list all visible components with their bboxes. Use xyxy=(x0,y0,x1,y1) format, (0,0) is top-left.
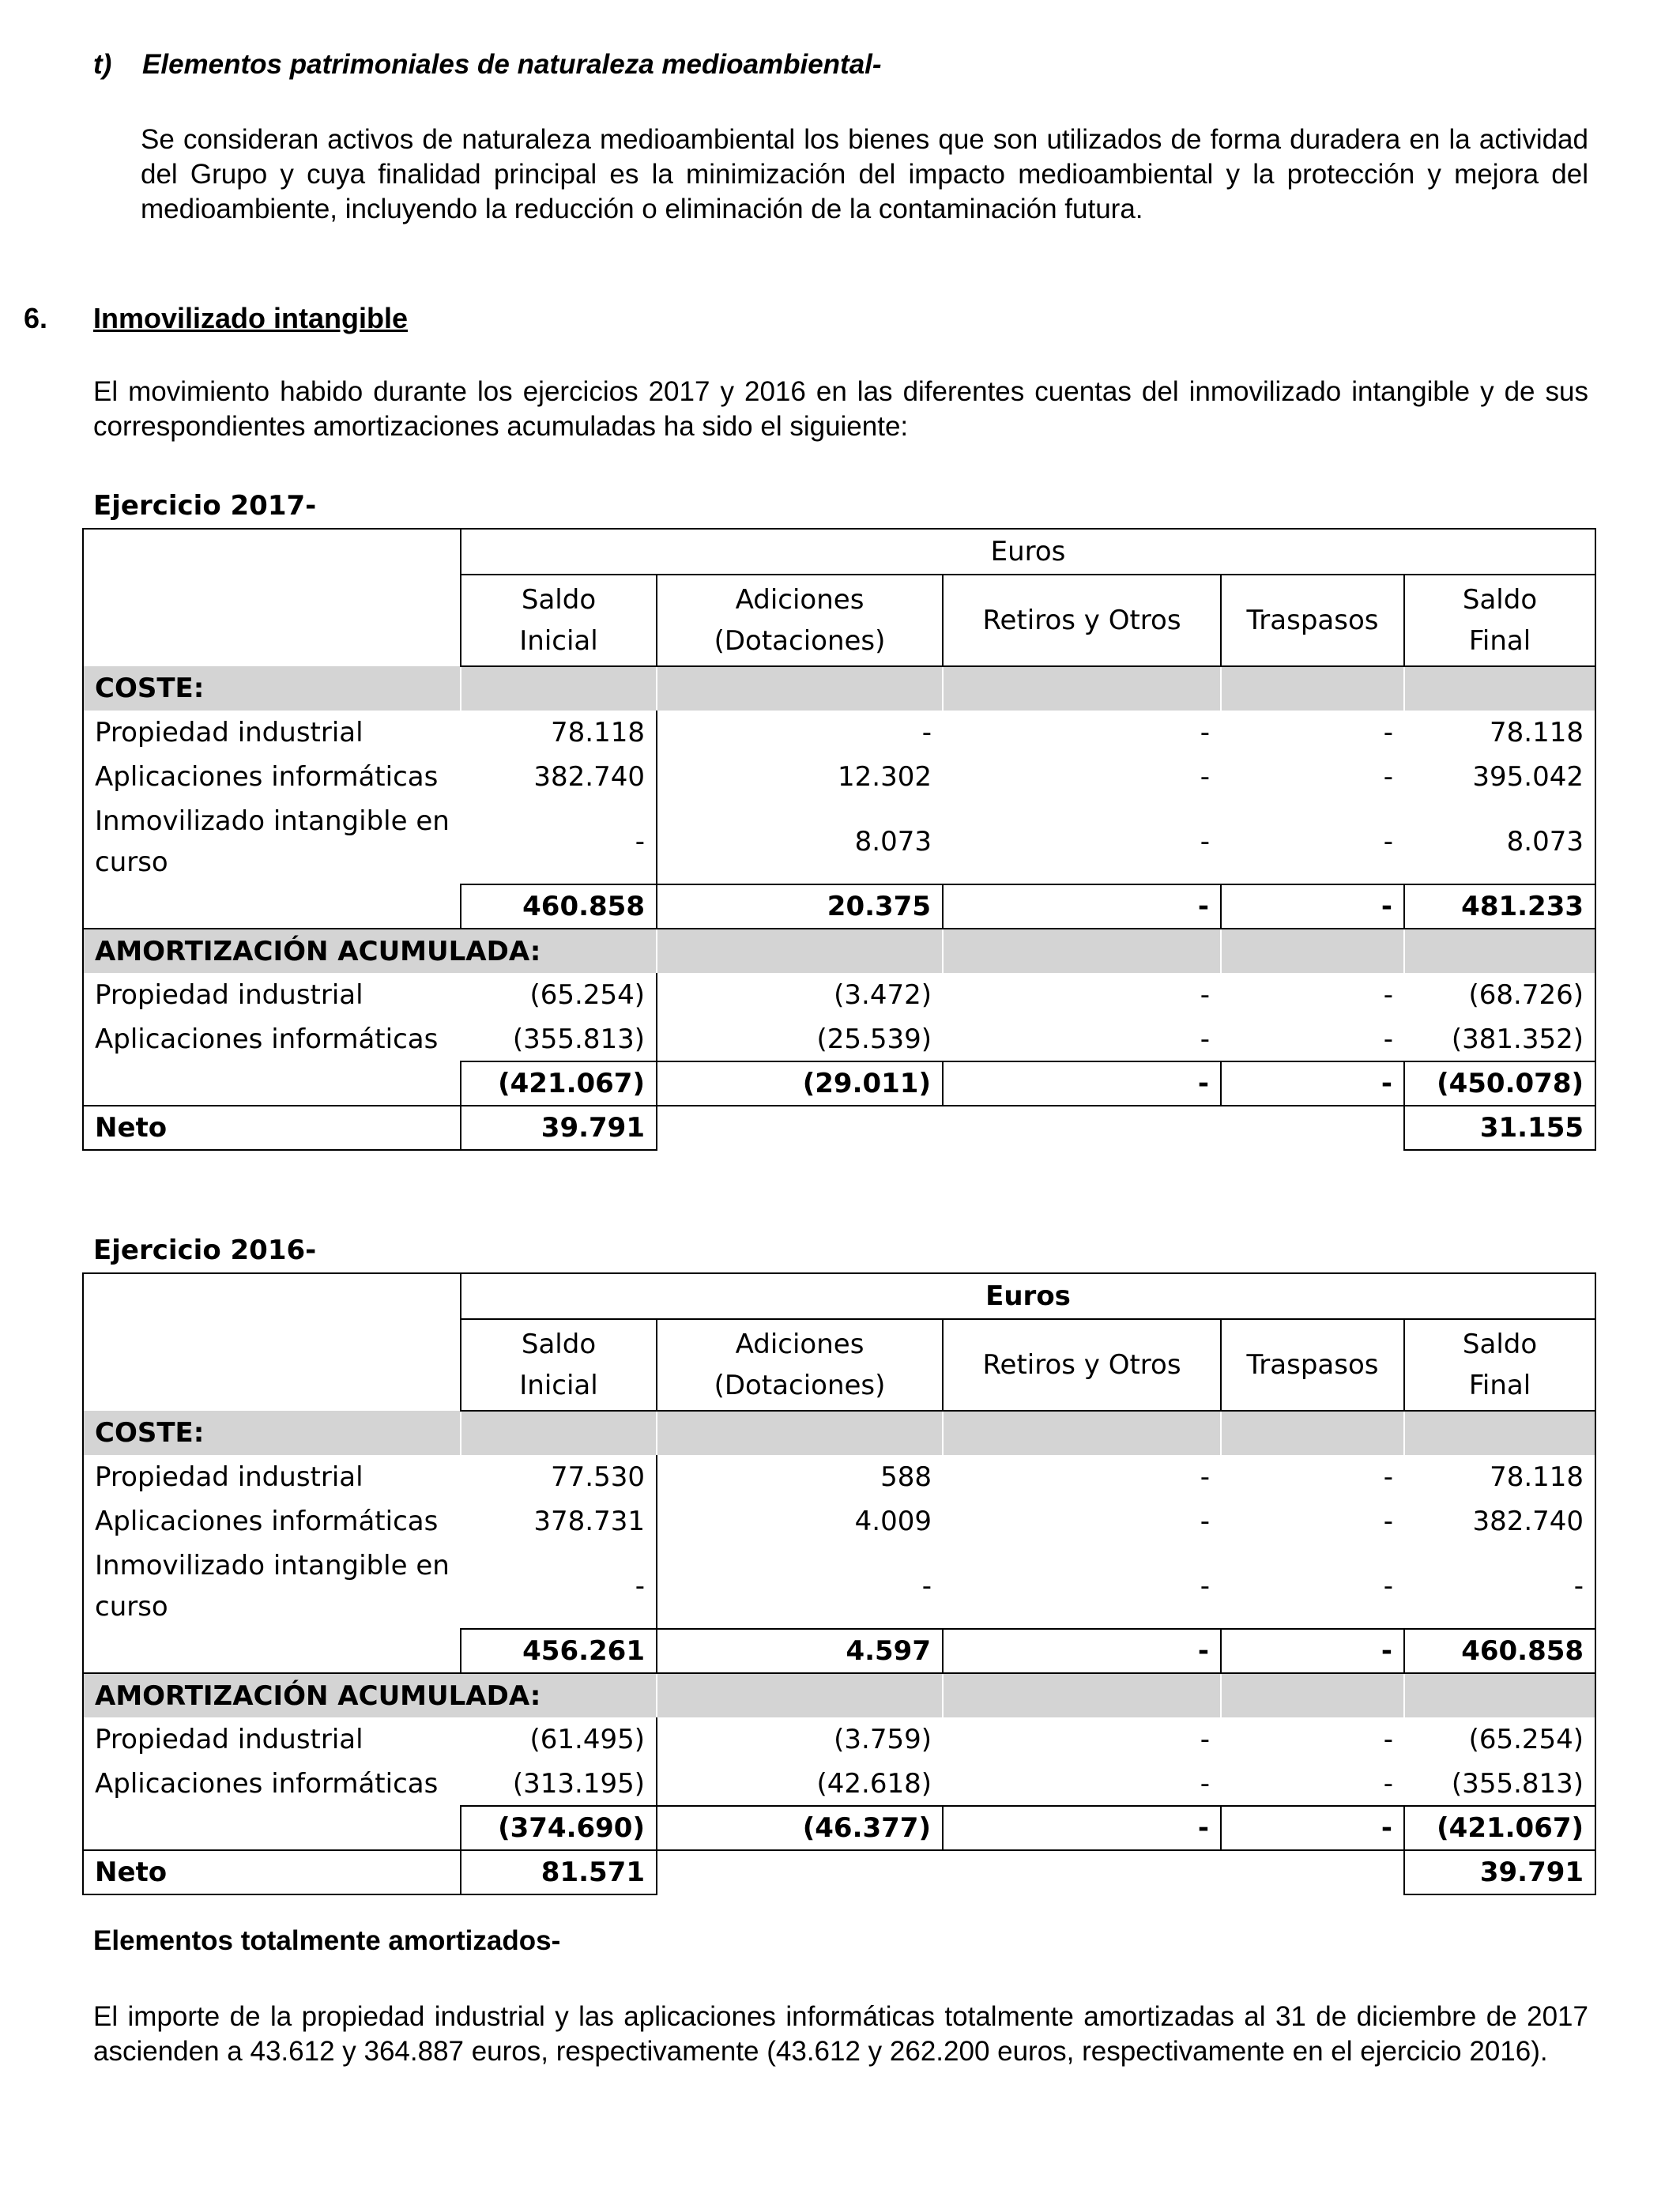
header-retiros: Retiros y Otros xyxy=(943,575,1221,666)
table-row: Propiedad industrial 78.118 - - - 78.118 xyxy=(83,711,1595,755)
coste-total-row: 456.261 4.597 - - 460.858 xyxy=(83,1629,1595,1673)
section-6-title: Inmovilizado intangible xyxy=(93,302,409,334)
table-row: Propiedad industrial (61.495) (3.759) - - (65.254) xyxy=(83,1717,1595,1762)
section-t-label: t) xyxy=(93,49,112,80)
header-euros: Euros xyxy=(461,1273,1595,1319)
table-row: Aplicaciones informáticas (355.813) (25.539) - - (381.352) xyxy=(83,1017,1595,1061)
section-6-paragraph: El movimiento habido durante los ejercicios 2017 y 2016 en las diferentes cuentas del inmovilizado intangible y de sus correspondientes amortizaciones acumuladas ha sido el siguiente: xyxy=(93,376,1588,442)
fully-amortized-title: Elementos totalmente amortizados- xyxy=(93,1925,561,1956)
header-euros: Euros xyxy=(461,529,1595,575)
section-6-heading xyxy=(24,302,408,335)
amort-total-row: (374.690) (46.377) - - (421.067) xyxy=(83,1806,1595,1850)
neto-row: Neto 39.791 31.155 xyxy=(83,1106,1595,1150)
coste-label: COSTE: xyxy=(83,1411,461,1455)
header-adiciones: Adiciones (Dotaciones) xyxy=(657,1319,943,1411)
fully-amortized-paragraph: El importe de la propiedad industrial y las aplicaciones informáticas totalmente amortizadas al 31 de diciembre de 2017 ascienden a 43.612 y 364.887 euros, respectivamente (43.612 y 262.200 euros, respectivamente en el ejercicio 2016). xyxy=(93,2001,1588,2067)
header-blank xyxy=(83,1273,461,1411)
section-6-number: 6. xyxy=(24,302,48,334)
coste-total-row: 460.858 20.375 - - 481.233 xyxy=(83,884,1595,929)
table-row: Aplicaciones informáticas (313.195) (42.618) - - (355.813) xyxy=(83,1762,1595,1806)
table-2017-title: Ejercicio 2017- xyxy=(93,490,317,522)
amort-total-row: (421.067) (29.011) - - (450.078) xyxy=(83,1061,1595,1106)
header-blank xyxy=(83,529,461,666)
neto-row: Neto 81.571 39.791 xyxy=(83,1850,1595,1894)
section-t-paragraph: Se consideran activos de naturaleza medioambiental los bienes que son utilizados de forma duradera en la actividad del Grupo y cuya finalidad principal es la minimización del impacto medioambiental y la protección y mejora del medioambiente, incluyendo la reducción o eliminación de la contaminación futura. xyxy=(141,124,1588,224)
table-2016-title: Ejercicio 2016- xyxy=(93,1235,317,1266)
header-adiciones: Adiciones (Dotaciones) xyxy=(657,575,943,666)
table-row: Inmovilizado intangible en curso - 8.073 - - 8.073 xyxy=(83,799,1595,884)
table-2016 xyxy=(82,1272,1596,1895)
header-traspasos: Traspasos xyxy=(1221,1319,1404,1411)
section-t-title: Elementos patrimoniales de naturaleza medioambiental- xyxy=(142,49,882,80)
header-saldo-inicial: Saldo Inicial xyxy=(461,1319,657,1411)
table-row: Inmovilizado intangible en curso - - - - - xyxy=(83,1544,1595,1629)
table-row: Propiedad industrial 77.530 588 - - 78.118 xyxy=(83,1455,1595,1499)
header-retiros: Retiros y Otros xyxy=(943,1319,1221,1411)
table-row: Propiedad industrial (65.254) (3.472) - - (68.726) xyxy=(83,973,1595,1017)
amort-label: AMORTIZACIÓN ACUMULADA: xyxy=(83,1673,657,1717)
header-traspasos: Traspasos xyxy=(1221,575,1404,666)
section-t-heading xyxy=(93,49,882,81)
table-2017 xyxy=(82,528,1596,1151)
amort-label: AMORTIZACIÓN ACUMULADA: xyxy=(83,929,657,973)
table-row: Aplicaciones informáticas 382.740 12.302 - - 395.042 xyxy=(83,755,1595,799)
table-row: Aplicaciones informáticas 378.731 4.009 - - 382.740 xyxy=(83,1499,1595,1544)
header-saldo-inicial: Saldo Inicial xyxy=(461,575,657,666)
header-saldo-final: Saldo Final xyxy=(1404,575,1595,666)
coste-label: COSTE: xyxy=(83,666,461,711)
header-saldo-final: Saldo Final xyxy=(1404,1319,1595,1411)
